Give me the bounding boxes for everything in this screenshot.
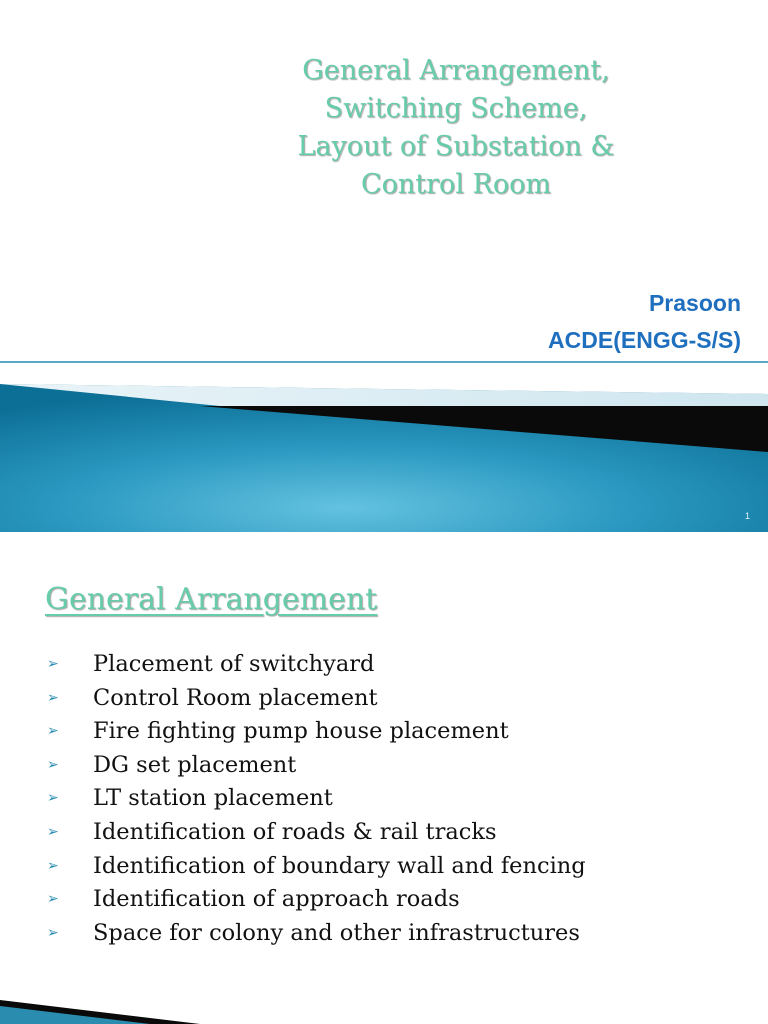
- title-line: Layout of Substation &: [297, 131, 615, 162]
- bullet-text: LT station placement: [93, 785, 333, 812]
- divider-line: [0, 361, 768, 363]
- presenter-role: ACDE(ENGG-S/S): [548, 327, 741, 353]
- list-item: [45, 782, 586, 816]
- list-item: [45, 648, 586, 682]
- list-item: [45, 749, 586, 783]
- arrow-bullet-icon: ➢: [47, 723, 59, 740]
- title-line: General Arrangement,: [302, 55, 610, 86]
- arrow-bullet-icon: ➢: [47, 891, 59, 908]
- decorative-banner: [0, 370, 768, 532]
- arrow-bullet-icon: ➢: [47, 689, 59, 706]
- arrow-bullet-icon: ➢: [47, 823, 59, 840]
- content-slide: [0, 532, 768, 1024]
- title-line: Control Room: [361, 169, 551, 200]
- slide-title: [170, 52, 742, 204]
- list-item: [45, 816, 586, 850]
- slide-number: 1: [744, 511, 750, 521]
- list-item: [45, 917, 586, 951]
- title-line: Switching Scheme,: [324, 93, 588, 124]
- arrow-bullet-icon: ➢: [47, 656, 59, 672]
- presenter-name: Prasoon: [648, 290, 741, 316]
- bullet-text: DG set placement: [93, 751, 297, 778]
- arrow-bullet-icon: ➢: [47, 790, 59, 807]
- arrow-bullet-icon: ➢: [47, 857, 59, 874]
- list-item: [45, 682, 586, 716]
- bullet-text: Fire fighting pump house placement: [93, 718, 509, 745]
- bullet-text: Space for colony and other infrastructures: [93, 919, 580, 946]
- bullet-text: Placement of switchyard: [93, 651, 375, 677]
- arrow-bullet-icon: ➢: [47, 756, 59, 773]
- list-item: [45, 883, 586, 917]
- list-item: [45, 715, 586, 749]
- arrow-bullet-icon: ➢: [47, 924, 59, 941]
- bullet-text: Identification of boundary wall and fencing: [93, 852, 586, 879]
- bullet-text: Identification of roads & rail tracks: [93, 818, 497, 845]
- decorative-swoosh: [0, 984, 768, 1024]
- bullet-text: Control Room placement: [93, 684, 378, 711]
- bullet-list: [45, 648, 586, 950]
- bullet-text: Identification of approach roads: [93, 886, 460, 913]
- list-item: [45, 850, 586, 884]
- section-heading: General Arrangement: [45, 582, 378, 617]
